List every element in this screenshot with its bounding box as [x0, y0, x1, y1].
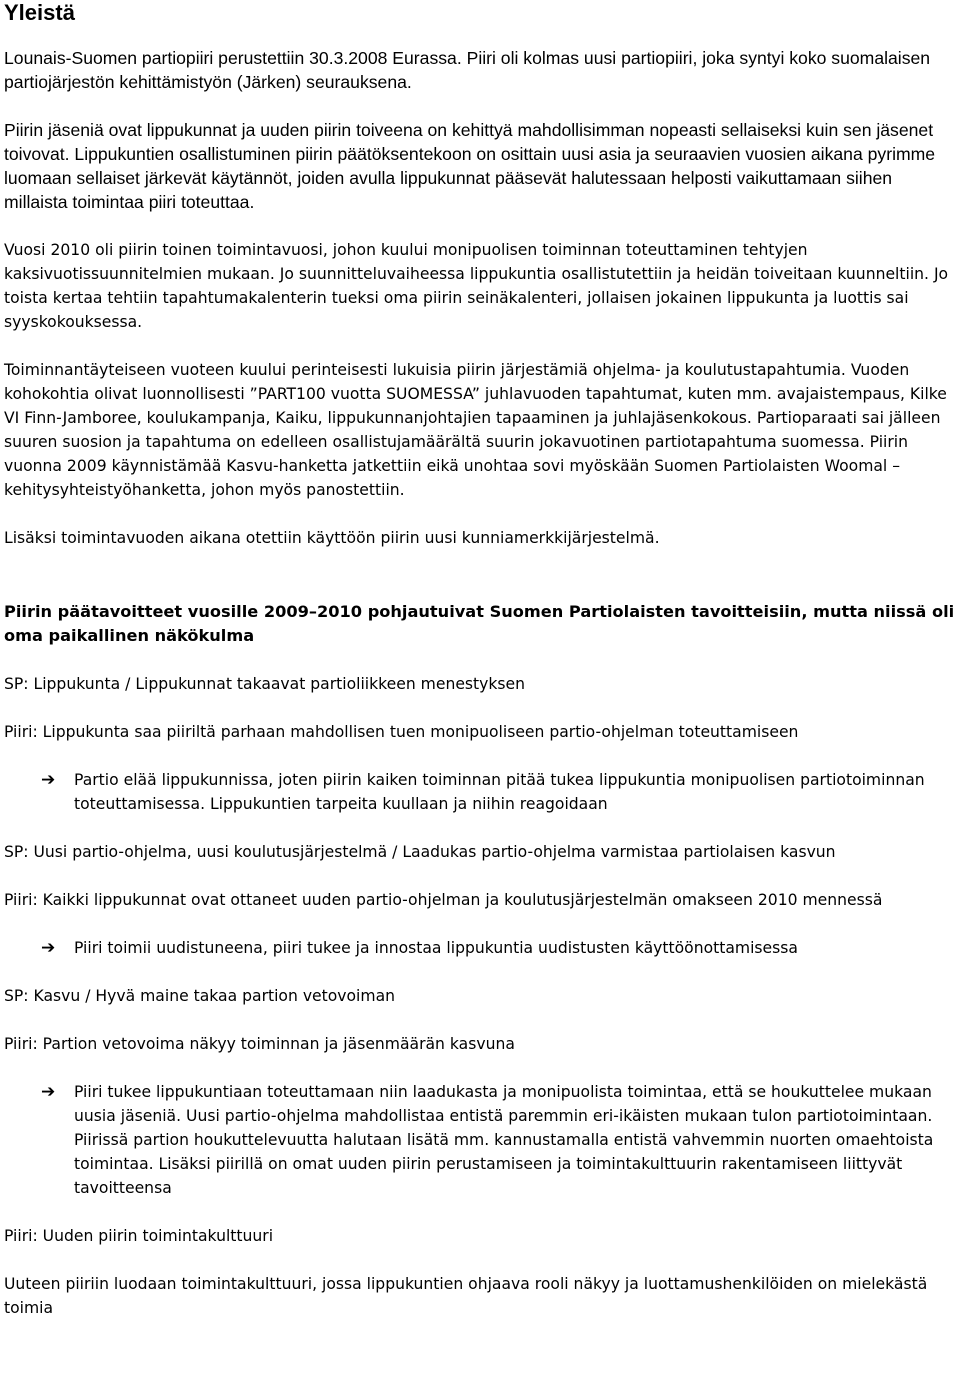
goal-piiri-4: Piiri: Uuden piirin toimintakulttuuri	[4, 1227, 274, 1245]
final-paragraph: Uuteen piiriin luodaan toimintakulttuuri, jossa lippukuntien ohjaava rooli näkyy ja luottamushenkilöiden on mielekästä toimia	[4, 1275, 928, 1317]
intro-paragraph: Lounais-Suomen partiopiiri perustettiin 30.3.2008 Eurassa. Piiri oli kolmas uusi partiopiiri, joka syntyi koko suomalaisen partiojärjestön kehittämistyön (Järken) seurauksena.	[4, 48, 931, 92]
goal-arrow-item-2	[4, 936, 956, 960]
arrow-right-icon: ➔	[41, 938, 56, 958]
goal-arrow-item-3	[4, 1080, 956, 1200]
goals-heading: Piirin päätavoitteet vuosille 2009–2010 pohjautuivat Suomen Partiolaisten tavoitteisiin, mutta niissä oli oma paikallinen näkökulma	[4, 602, 955, 645]
goal-sp-3: SP: Kasvu / Hyvä maine takaa partion vetovoiman	[4, 987, 396, 1005]
goal-arrow-text-1: Partio elää lippukunnissa, joten piirin kaiken toiminnan pitää tukea lippukuntia monipuolisen partiotoiminnan toteuttamisessa. Lippukuntien tarpeita kuullaan ja niihin reagoidaan	[74, 771, 925, 813]
document-page	[4, 0, 956, 1320]
arrow-right-icon: ➔	[41, 770, 56, 790]
members-paragraph-part-b: Lippukuntien osallistuminen piirin päätöksentekoon on osittain uusi asia ja seuraavien vuosien aikana pyrimme luomaan sellaiset järkevät käytännöt, joiden avulla lippukunnat pääsevät halutessaan helposti vaikuttamaan siihen millaista toimintaa piiri toteuttaa.	[4, 144, 936, 212]
year-2010-paragraph: Vuosi 2010 oli piirin toinen toimintavuosi, johon kuului monipuolisen toiminnan toteuttaminen tehtyjen kaksivuotissuunnitelmien mukaan. Jo suunnitteluvaiheessa lippukuntia osallistutettiin ja heidän toiveitaan kuunneltiin. Jo toista kertaa tehtiin tapahtumakalenterin tueksi oma piirin seinäkalenteri, jollaisen jokainen lippukunta ja luottis sai syyskokouksessa.	[4, 241, 949, 331]
goal-arrow-text-3: Piiri tukee lippukuntiaan toteuttamaan niin laadukasta ja monipuolista toimintaa, että se houkuttelee mukaan uusia jäseniä. Uusi partio-ohjelma mahdollistaa entistä paremmin eri-ikäisten mukaan tulon partiotoimintaan. Piirissä partion houkuttelevuutta halutaan lisätä mm. kannustamalla entistä vahvemmin nuorten omaehtoista toimintaa. Lisäksi piirillä on omat uuden piirin perustamiseen ja toimintakulttuurin rakentamiseen liittyvät tavoitteensa	[74, 1083, 934, 1197]
page-title: Yleistä	[4, 0, 75, 25]
members-paragraph-part-a: Piirin jäseniä ovat lippukunnat ja uuden piirin toiveena on kehittyä mahdollisimman nopeasti sellaiseksi kuin sen jäsenet toivovat.	[4, 120, 934, 164]
members-paragraph	[4, 118, 956, 214]
goal-arrow-text-2: Piiri toimii uudistuneena, piiri tukee ja innostaa lippukuntia uudistusten käyttöönottamisessa	[74, 939, 798, 957]
merit-paragraph: Lisäksi toimintavuoden aikana otettiin käyttöön piirin uusi kunniamerkkijärjestelmä.	[4, 529, 660, 547]
goal-piiri-1: Piiri: Lippukunta saa piiriltä parhaan mahdollisen tuen monipuoliseen partio-ohjelman toteuttamiseen	[4, 723, 799, 741]
goal-piiri-2: Piiri: Kaikki lippukunnat ovat ottaneet uuden partio-ohjelman ja koulutusjärjestelmän omakseen 2010 mennessä	[4, 891, 883, 909]
goal-sp-2: SP: Uusi partio-ohjelma, uusi koulutusjärjestelmä / Laadukas partio-ohjelma varmistaa partiolaisen kasvun	[4, 843, 836, 861]
goal-arrow-item-1	[4, 768, 956, 816]
arrow-right-icon: ➔	[41, 1082, 56, 1102]
goal-piiri-3: Piiri: Partion vetovoima näkyy toiminnan ja jäsenmäärän kasvuna	[4, 1035, 515, 1053]
goal-sp-1: SP: Lippukunta / Lippukunnat takaavat partioliikkeen menestyksen	[4, 675, 526, 693]
events-paragraph: Toiminnantäyteiseen vuoteen kuului perinteisesti lukuisia piirin järjestämiä ohjelma- ja koulutustapahtumia. Vuoden kohokohtia olivat luonnollisesti ”PART100 vuotta SUOMESSA” juhlavuoden tapahtumat, kuten mm. avajaistempaus, Kilke VI Finn-Jamboree, koulukampanja, Kaiku, lippukunnanjohtajien tapaaminen ja juhlajäsenkokous. Partioparaati sai jälleen suuren suosion ja tapahtuma on edelleen osallistujamäärältä suurin jokavuotinen partiotapahtuma suomessa. Piirin vuonna 2009 käynnistämää Kasvu-hanketta jatkettiin eikä unohtaa sovi myöskään Suomen Partiolaisten Woomal –kehitysyhteistyöhanketta, johon myös panostettiin.	[4, 361, 947, 499]
